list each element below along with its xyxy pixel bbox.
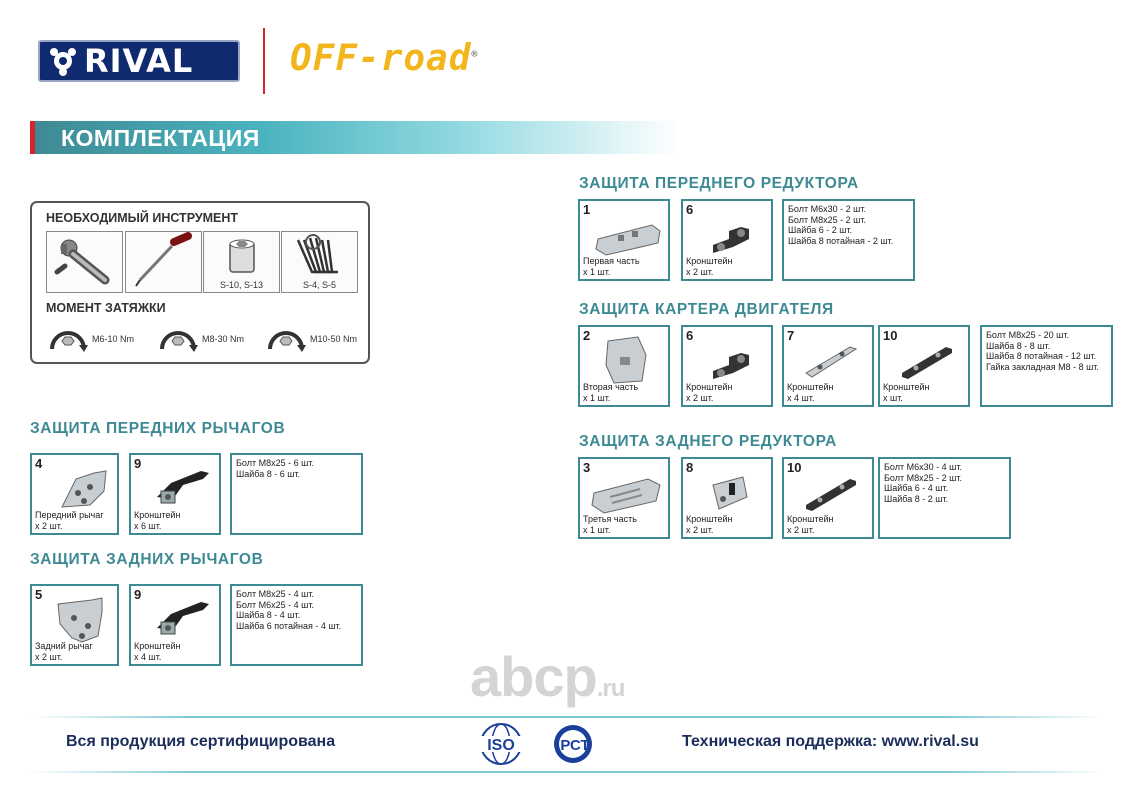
- strip-bracket-icon: [784, 333, 872, 388]
- hardware-list: Болт М8х25 - 6 шт. Шайба 8 - 6 шт.: [230, 453, 363, 535]
- hardware-list: Болт М6х30 - 4 шт. Болт М8х25 - 2 шт. Шайба 6 - 4 шт. Шайба 8 - 2 шт.: [878, 457, 1011, 539]
- rival-emblem-icon: [46, 44, 80, 78]
- footer-divider-top: [30, 716, 1104, 718]
- offroad-logo: OFF-road®: [290, 38, 479, 79]
- torque-m10: M10-50 Nm: [264, 321, 364, 353]
- footer-divider-bottom: [30, 771, 1104, 773]
- certification-text: Вся продукция сертифицирована: [66, 733, 336, 750]
- part-cell: 10 Кронштейн х 2 шт.: [782, 457, 874, 539]
- torque-arrow-icon: [46, 321, 90, 353]
- section-banner: [30, 121, 680, 154]
- torque-title: МОМЕНТ ЗАТЯЖКИ: [46, 301, 166, 315]
- ratchet-wrench-icon: [47, 232, 122, 292]
- part-cell: 4 Передний рычаг х 2 шт.: [30, 453, 119, 535]
- screwdriver-icon: [126, 232, 201, 292]
- torque-m6: M6-10 Nm: [46, 321, 146, 353]
- part-cell: 1 Первая часть х 1 шт.: [578, 199, 670, 281]
- part-cell: 9 Кронштейн х 4 шт.: [129, 584, 221, 666]
- tools-title: НЕОБХОДИМЫЙ ИНСТРУМЕНТ: [46, 211, 239, 225]
- front-levers-title: ЗАЩИТА ПЕРЕДНИХ РЫЧАГОВ: [30, 420, 286, 437]
- part-cell: 7 Кронштейн х 4 шт.: [782, 325, 874, 407]
- plate-bracket-icon: [683, 465, 771, 520]
- section-title: КОМПЛЕКТАЦИЯ: [61, 125, 260, 151]
- socket-caption: S-10, S-13: [219, 280, 264, 290]
- part-cell: 8 Кронштейн х 2 шт.: [681, 457, 773, 539]
- torque-arrow-icon: [264, 321, 308, 353]
- part-cell: 2 Вторая часть х 1 шт.: [578, 325, 670, 407]
- part-cell: 3 Третья часть х 1 шт.: [578, 457, 670, 539]
- hex-keys-caption: S-4, S-5: [302, 280, 336, 290]
- watermark: abcp.ru: [470, 645, 625, 708]
- torque-m8: M8-30 Nm: [156, 321, 256, 353]
- part-cell: 5 Задний рычаг х 2 шт.: [30, 584, 119, 666]
- svg-text:РСТ: РСТ: [560, 737, 590, 754]
- tool-socket: [203, 231, 280, 293]
- engine-crankcase-title: ЗАЩИТА КАРТЕРА ДВИГАТЕЛЯ: [579, 301, 834, 318]
- hardware-list: Болт М8х25 - 4 шт. Болт М6х25 - 4 шт. Шайба 8 - 4 шт. Шайба 6 потайная - 4 шт.: [230, 584, 363, 666]
- tool-screwdriver: [125, 231, 202, 293]
- part-cell: 6 Кронштейн х 2 шт.: [681, 325, 773, 407]
- tool-ratchet: [46, 231, 123, 293]
- strip-bracket-icon: [784, 465, 872, 520]
- front-reducer-title: ЗАЩИТА ПЕРЕДНЕГО РЕДУКТОРА: [579, 175, 859, 192]
- header-divider: [263, 28, 265, 94]
- rival-logo-text: RIVAL: [84, 42, 194, 80]
- rst-certification-icon: [551, 722, 605, 766]
- tool-hex-keys: [281, 231, 358, 293]
- iso-globe-icon: [474, 722, 528, 766]
- strip-bracket-icon: [880, 333, 968, 388]
- tools-panel: [30, 201, 370, 364]
- svg-text:ISO: ISO: [487, 737, 515, 754]
- rear-levers-title: ЗАЩИТА ЗАДНИХ РЫЧАГОВ: [30, 551, 264, 568]
- rear-reducer-title: ЗАЩИТА ЗАДНЕГО РЕДУКТОРА: [579, 433, 837, 450]
- skid-plate-part-icon: [580, 329, 668, 389]
- hardware-list: Болт М8х25 - 20 шт. Шайба 8 - 8 шт. Шайба 8 потайная - 12 шт. Гайка закладная М8 - 8 шт.: [980, 325, 1113, 407]
- part-cell: 6 Кронштейн х 2 шт.: [681, 199, 773, 281]
- torque-arrow-icon: [156, 321, 200, 353]
- support-text: Техническая поддержка: www.rival.su: [682, 733, 979, 750]
- hardware-list: Болт М6х30 - 2 шт. Болт М8х25 - 2 шт. Шайба 6 - 2 шт. Шайба 8 потайная - 2 шт.: [782, 199, 915, 281]
- part-cell: 10 Кронштейн х шт.: [878, 325, 970, 407]
- rival-logo: [38, 40, 240, 82]
- part-cell: 9 Кронштейн х 6 шт.: [129, 453, 221, 535]
